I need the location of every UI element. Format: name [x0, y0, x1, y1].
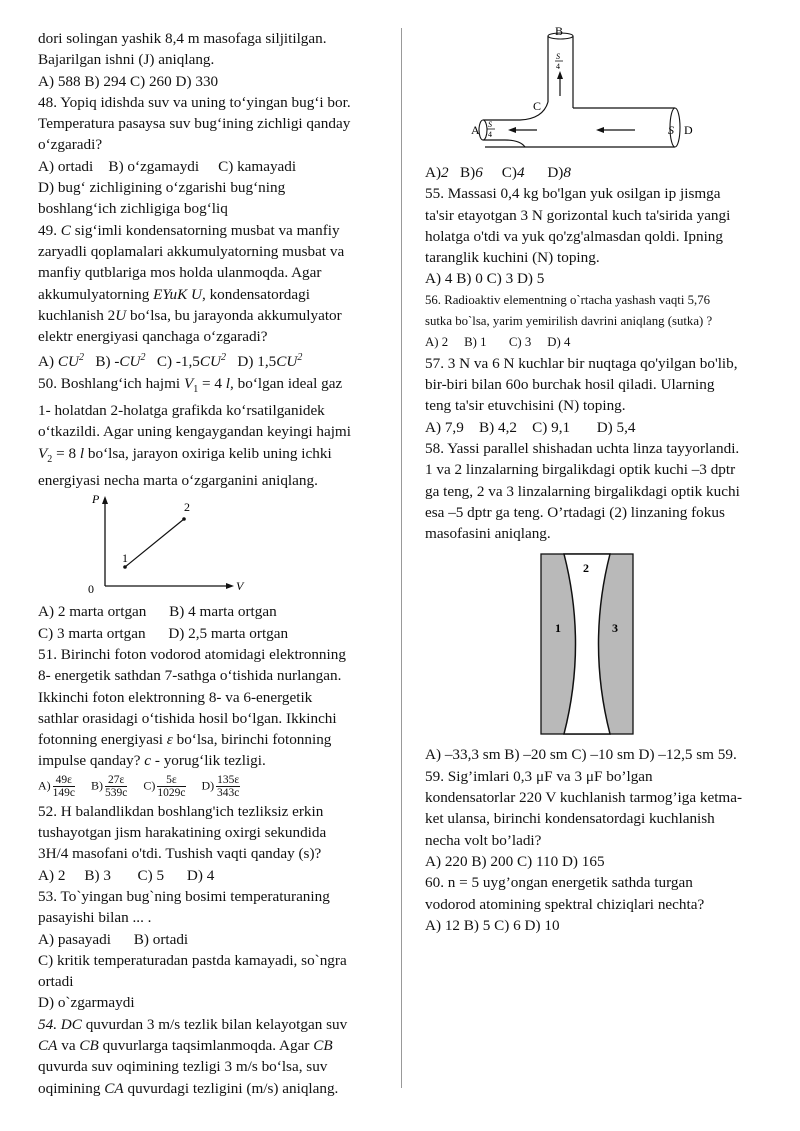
text-line: sutka bo`lsa, yarim yemirilish davrini aniqlang (sutka) ? [425, 313, 713, 328]
text-line: masofasini aniqlang. [425, 525, 551, 543]
text-line: tushayotgan jism harakatining oxirgi sekundida [38, 824, 327, 842]
text-line: 1- holatdan 2-holatga grafikda ko‘rsatilganidek [38, 402, 325, 420]
question-52: 52. H balandlikdan boshlang'ich tezliksiz erkin [38, 802, 324, 820]
answer-options: D) o`zgarmaydi [38, 994, 135, 1012]
text-line: teng ta'sir etuvchisini (N) toping. [425, 397, 626, 415]
option-d: D) $\frac{135\varepsilon}{343c}$ [201, 773, 240, 799]
lens-diagram [425, 552, 765, 742]
question-55: 55. Massasi 0,4 kg bo'lgan yuk osilgan ip jismga [425, 185, 721, 203]
answer-options: D) bug‘ zichligining o‘zgarishi bug‘ning [38, 179, 286, 197]
text-line: kuchlanish 2U bo‘lsa, bu jarayonda akkumulyator [38, 306, 342, 324]
text-line: 1 va 2 linzalarning birgalikdagi optik kuchi –3 dptr [425, 461, 736, 479]
fraction-num-b: S [556, 52, 560, 61]
answer-options: A) 12 B) 5 C) 6 D) 10 [425, 916, 560, 934]
text-line: CA va CB quvurlarga taqsimlanmoqda. Agar CB [38, 1037, 333, 1054]
text-line: oqimining CA quvurdagi tezligini (m/s) aniqlang. [38, 1079, 339, 1097]
label-c: C [533, 99, 542, 113]
point-1-label: 1 [122, 551, 128, 566]
fraction-options [38, 774, 378, 799]
text-line: 3H/4 masofani o'tdi. Tushish vaqti qanday (s)? [38, 845, 322, 863]
label-d: D [684, 123, 693, 137]
text-line: o‘zgaradi? [38, 136, 103, 154]
text-line: taranglik kuchini (N) toping. [425, 249, 600, 267]
answer-options: A) $CU^2$ B) $-CU^2$ C) $-1,5CU^2$ D) $1,5CU^2$ [38, 352, 303, 371]
option-a: A) $\frac{49\varepsilon}{149c}$ [38, 773, 76, 799]
text-line: ta'sir etayotgan 3 N gorizontal kuch ta'sirida yangi [425, 206, 731, 224]
answer-options: A)2 B)6 C)4 D)8 [425, 164, 571, 181]
text-line: bir-biri bilan 60o burchak hosil qiladi. Ularning [425, 376, 715, 394]
point-2-label: 2 [184, 500, 190, 515]
text-line: Bajarilgan ishni (J) aniqlang. [38, 51, 215, 69]
text-line: Ikkinchi foton elektronning 8- va 6-energetik [38, 688, 313, 706]
text-line: ket ulansa, birinchi kondensatordagi kuchlanish [425, 810, 715, 828]
lens-1-label: 1 [555, 621, 561, 636]
answer-options: ortadi [38, 973, 74, 991]
text-line: esa –5 dptr ga teng. O’rtadagi (2) linzaning fokus [425, 503, 725, 521]
fraction-den-a: 4 [488, 130, 492, 139]
option-b: B) $\frac{27\varepsilon}{539c}$ [91, 773, 128, 799]
question-49: 49. C sig‘imli kondensatorning musbat va manfiy [38, 221, 340, 239]
origin-label: 0 [88, 582, 94, 597]
pipe-diagram [425, 24, 765, 158]
fraction-den-b: 4 [556, 62, 560, 71]
question-51: 51. Birinchi foton vodorod atomidagi elektronning [38, 645, 346, 663]
answer-options: A) 4 B) 0 C) 3 D) 5 [425, 270, 545, 288]
text-line: sathlar orasidagi o‘tishida hosil bo‘lgan. Ikkinchi [38, 709, 337, 727]
question-56: 56. Radioaktiv elementning o`rtacha yashash vaqti 5,76 [425, 292, 711, 307]
answer-options: A) –33,3 sm B) –20 sm C) –10 sm D) –12,5 sm 59. [425, 746, 737, 764]
text-line: akkumulyatorning EYuK U, kondensatordagi [38, 285, 310, 303]
axis-v-label: V [236, 579, 244, 594]
fraction-num-a: S [488, 120, 492, 129]
answer-options: A) 220 B) 200 C) 110 D) 165 [425, 852, 605, 870]
answer-options: A) 7,9 B) 4,2 C) 9,1 D) 5,4 [425, 418, 636, 436]
axis-p-label: P [92, 492, 100, 507]
question-58: 58. Yassi parallel shishadan uchta linza tayyorlandi. [425, 439, 740, 457]
text-line: ga teng, 2 va 3 linzalarning birgalikdagi optik kuchi [425, 482, 740, 500]
text-line: quvurda suv oqimining tezligi 3 m/s bo‘lsa, suv [38, 1058, 328, 1076]
text-line: elektr energiyasi qanchaga o‘zgaradi? [38, 328, 268, 346]
question-57: 57. 3 N va 6 N kuchlar bir nuqtaga qo'yilgan bo'lib, [425, 354, 738, 372]
question-60: 60. n = 5 uyg’ongan energetik sathda turgan [425, 874, 693, 892]
text-line: pasayishi bilan ... . [38, 909, 152, 927]
answer-options: A) ortadi B) o‘zgamaydi C) kamayadi [38, 157, 297, 175]
lens-2-label: 2 [583, 561, 589, 576]
text-line: holatga o'tdi va yuk qo'zg'almasdan qoldi. Ipning [425, 227, 723, 245]
answer-options: C) kritik temperaturadan pastda kamayadi, so`ngra [38, 951, 347, 969]
text-line: impulse qanday? c - yorug‘lik tezligi. [38, 752, 266, 770]
answer-options: A) 2 marta ortgan B) 4 marta ortgan [38, 603, 277, 621]
question-48: 48. Yopiq idishda suv va uning to‘yingan bug‘i bor. [38, 93, 351, 111]
pv-graph [38, 491, 378, 601]
text-line: dori solingan yashik 8,4 m masofaga siljitilgan. [38, 30, 327, 47]
answer-options: A) 2 B) 1 C) 3 D) 4 [425, 334, 571, 349]
text-line: $V_2 = 8$ l bo‘lsa, jarayon oxiriga kelib uning ichki [38, 444, 332, 465]
text-line: vodorod atomining spektral chiziqlari nechta? [425, 895, 705, 913]
answer-options: A) pasayadi B) ortadi [38, 930, 189, 948]
option-c: C) $\frac{5\varepsilon}{1029c}$ [143, 773, 186, 799]
right-column [425, 24, 765, 936]
text-line: fotonning energiyasi ε bo‘lsa, birinchi fotonning [38, 731, 332, 749]
text-line: zaryadli qoplamalari akkumulyatorning musbat va [38, 242, 345, 260]
answer-options: A) 2 B) 3 C) 5 D) 4 [38, 866, 215, 884]
answer-options: A) 588 B) 294 C) 260 D) 330 [38, 72, 219, 90]
question-50: 50. Boshlang‘ich hajmi $V_1 = 4$ l, bo‘lgan ideal gaz [38, 374, 343, 395]
column-divider [401, 28, 402, 1088]
lens-3-label: 3 [612, 621, 618, 636]
text-line: o‘tkazildi. Agar uning kengaygandan keyingi hajmi [38, 423, 351, 441]
text-line: 8- energetik sathdan 7-sathga o‘tishida nurlangan. [38, 667, 342, 685]
label-a: A [471, 123, 480, 137]
text-line: kondensatorlar 220 V kuchlanish tarmog’iga ketma- [425, 789, 743, 807]
text-line: energiyasi necha marta o‘zgarganini aniqlang. [38, 472, 318, 490]
answer-options: C) 3 marta ortgan D) 2,5 marta ortgan [38, 624, 289, 642]
text-line: manfiy qutblariga mos holda ulanmoqda. Agar [38, 264, 322, 282]
label-b: B [555, 24, 564, 38]
text-line: necha volt bo’ladi? [425, 831, 542, 849]
text-line: Temperatura pasaysa suv bug‘ining zichligi qanday [38, 115, 351, 133]
question-54: 54. DC quvurdan 3 m/s tezlik bilan kelayotgan suv [38, 1015, 348, 1033]
question-53: 53. To`yingan bug`ning bosimi temperaturaning [38, 887, 330, 905]
label-s: S [668, 123, 674, 137]
left-column [38, 28, 378, 1099]
question-59: 59. Sig’imlari 0,3 μF va 3 μF bo’lgan [425, 767, 653, 785]
answer-options: boshlang‘ich zichligiga bog‘liq [38, 200, 228, 218]
